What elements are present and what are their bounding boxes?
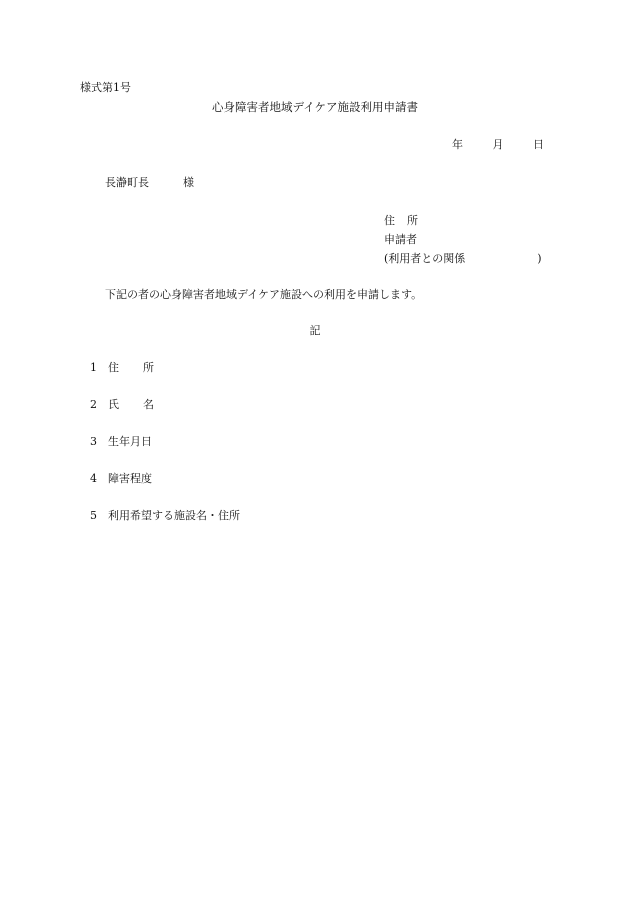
- applicant-address-label: 住 所: [384, 214, 418, 227]
- addressee-name: 長瀞町長: [105, 176, 149, 189]
- applicant-block: [384, 211, 542, 268]
- addressee-honorific: 様: [183, 176, 194, 189]
- list-item: [90, 472, 240, 509]
- item-number: 3: [90, 435, 97, 448]
- document-title: 心身障害者地域デイケア施設利用申請書: [212, 100, 418, 114]
- record-heading: 記: [309, 324, 321, 337]
- item-number: 5: [90, 509, 97, 522]
- date-month: 月: [492, 138, 504, 151]
- item-label: 利用希望する施設名・住所: [108, 509, 240, 522]
- item-number: 4: [90, 472, 97, 485]
- list-item: [90, 398, 240, 435]
- date-year: 年: [452, 138, 463, 151]
- form-number: 様式第1号: [80, 81, 131, 94]
- item-number: 2: [90, 398, 97, 411]
- item-label: 障害程度: [108, 472, 152, 485]
- addressee: [105, 176, 194, 190]
- item-label: 住 所: [108, 361, 154, 374]
- body-text: 下記の者の心身障害者地域デイケア施設への利用を申請します。: [105, 288, 423, 301]
- item-label: 生年月日: [108, 435, 152, 448]
- applicant-label: 申請者: [384, 233, 417, 246]
- list-item: [90, 509, 240, 546]
- item-number: 1: [90, 361, 97, 374]
- date-line: [452, 138, 544, 152]
- list-item: [90, 361, 240, 398]
- applicant-relation: (利用者との関係 ): [384, 252, 542, 265]
- item-label: 氏 名: [108, 398, 154, 411]
- item-list: [90, 361, 240, 546]
- date-day: 日: [533, 138, 544, 151]
- list-item: [90, 435, 240, 472]
